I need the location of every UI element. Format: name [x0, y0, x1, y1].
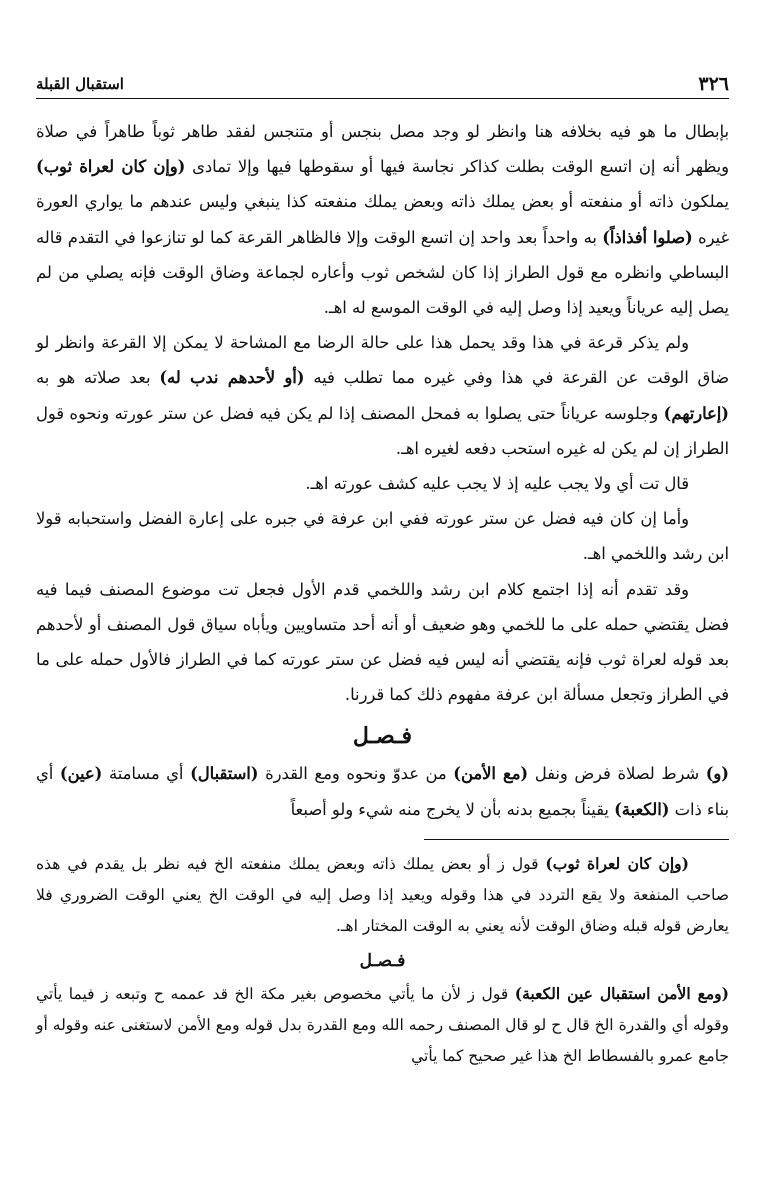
- text-run: قول ز لأن ما يأتي مخصوص بغير مكة الخ قد عممه ح وتبعه ز فيما يأتي وقوله أي والقدرة الخ قال ح لو قال المصنف رحمه الله ومع القدرة بدل قوله ومع الأمن لاستغنى عنه وقوله أو جامع عمرو بالفسطاط الخ هذا غير صحيح كما يأتي: [36, 984, 729, 1065]
- text-run: وجلوسه عرياناً حتى يصلوا به فمحل المصنف إذا لم يكن فيه فضل عن ستر عورته ونحوه قول الطراز إن لم يكن له غيره استحب دفعه لغيره اهـ.: [36, 403, 729, 458]
- section-heading: فـصـل: [352, 723, 413, 750]
- matn-quote: (استقبال): [190, 764, 259, 784]
- text-run: أي بناء ذات: [36, 764, 729, 819]
- text-run: به واحداً بعد واحد إن اتسع الوقت وإلا فالظاهر القرعة كما لو تنازعوا في التقدم قاله البساطي وانظره مع قول الطراز إذا كان لشخص ثوب وأعاره لجماعة وضاق الوقت فإنه يصلي من لم يصل إليه عرياناً ويعيد إذا وصل إليه في الوقت الموسع له اهـ.: [36, 227, 729, 318]
- page-number: ٣٢٦: [698, 73, 729, 95]
- paragraph: [36, 501, 729, 571]
- text-run: شرط لصلاة فرض ونفل: [528, 764, 706, 784]
- paragraph: [36, 114, 729, 325]
- matn-quote: (و): [705, 764, 729, 784]
- text-run: بعد صلاته هو به: [36, 368, 160, 388]
- matn-quote: (عين): [59, 764, 103, 784]
- matn-quote: (أو لأحدهم ندب له): [159, 368, 305, 388]
- text-run: يملكون ذاته أو منفعته أو بعض يملك ذاته وبعض يملك منفعته كذا ينبغي وليس عندهم ما يواري العورة غيره: [36, 192, 729, 247]
- main-text: [36, 114, 729, 1072]
- footnote: [36, 848, 729, 942]
- footnote: [36, 978, 729, 1072]
- footnote-separator: [424, 839, 729, 840]
- paragraph: [36, 756, 729, 826]
- matn-quote: (صلوا أفذاذاً): [602, 227, 693, 247]
- text-run: أي مسامتة: [102, 764, 191, 784]
- running-title: استقبال القبلة: [36, 75, 124, 93]
- text-run: من عدوّ ونحوه ومع القدرة: [258, 764, 454, 784]
- paragraph: [36, 572, 729, 713]
- matn-quote: (وإن كان لعراة ثوب): [545, 853, 689, 873]
- footnotes: [36, 848, 729, 1072]
- text-run: قول ز أو بعض يملك ذاته وبعض يملك منفعته الخ فيه نظر بل يقدم في هذه صاحب المنفعة ولا يقع التردد في هذا وقوله ويعيد إذا وصل إليه في الوقت الخ يعني الوقت الضروري فلا يعارض قوله قبله وضاق الوقت لأنه يعني به الوقت المختار اهـ.: [36, 854, 729, 935]
- matn-quote: (وإن كان لعراة ثوب): [36, 157, 186, 177]
- text-run: وأما إن كان فيه فضل عن ستر عورته ففي ابن عرفة في جبره على إعارة الفضل واستحبابه قولا ابن رشد واللخمي اهـ.: [36, 509, 729, 564]
- paragraph: [36, 325, 729, 466]
- text-run: يقيناً بجميع بدنه بأن لا يخرج منه شيء ولو أصبعاً: [290, 799, 615, 819]
- matn-quote: (إعارتهم): [663, 403, 729, 423]
- matn-quote: (مع الأمن): [453, 764, 529, 784]
- text-run: قال تت أي ولا يجب عليه إذ لا يجب عليه كشف عورته اهـ.: [305, 474, 689, 494]
- paragraph: [36, 466, 729, 501]
- text-run: ولم يذكر قرعة في هذا وقد يحمل هذا على حالة الرضا مع المشاحة لا يمكن إلا القرعة وانظر لو ضاق الوقت عن القرعة في هذا وفي غيره مما تطلب فيه: [36, 333, 729, 388]
- page-header: [36, 74, 729, 99]
- text-run: بإبطال ما هو فيه بخلافه هنا وانظر لو وجد مصل بنجس أو متنجس لفقد طاهر ثوباً طاهراً في صلاة ويظهر أنه إن اتسع الوقت بطلت كذاكر نجاسة فيها أو سقوطها فيها وإلا تمادى: [36, 122, 729, 177]
- footnote-section-heading: فـصـل: [359, 950, 406, 971]
- matn-quote: (ومع الأمن استقبال عين الكعبة): [514, 983, 729, 1003]
- text-run: وقد تقدم أنه إذا اجتمع كلام ابن رشد واللخمي قدم الأول فجعل تت موضوع المصنف فيما فيه فضل يقتضي حمله على ما للخمي وهو ضعيف أو أنه أحد متساويين ويأباه سياق قول المصنف أو لأحدهم بعد قوله لعراة ثوب فإنه يقتضي أنه ليس فيه فضل عن ستر عورته كما في الطراز فالأول حمله على ما في الطراز وتجعل مسألة ابن عرفة مفهوم ذلك كما قررنا.: [36, 579, 729, 705]
- matn-quote: (الكعبة): [614, 799, 670, 819]
